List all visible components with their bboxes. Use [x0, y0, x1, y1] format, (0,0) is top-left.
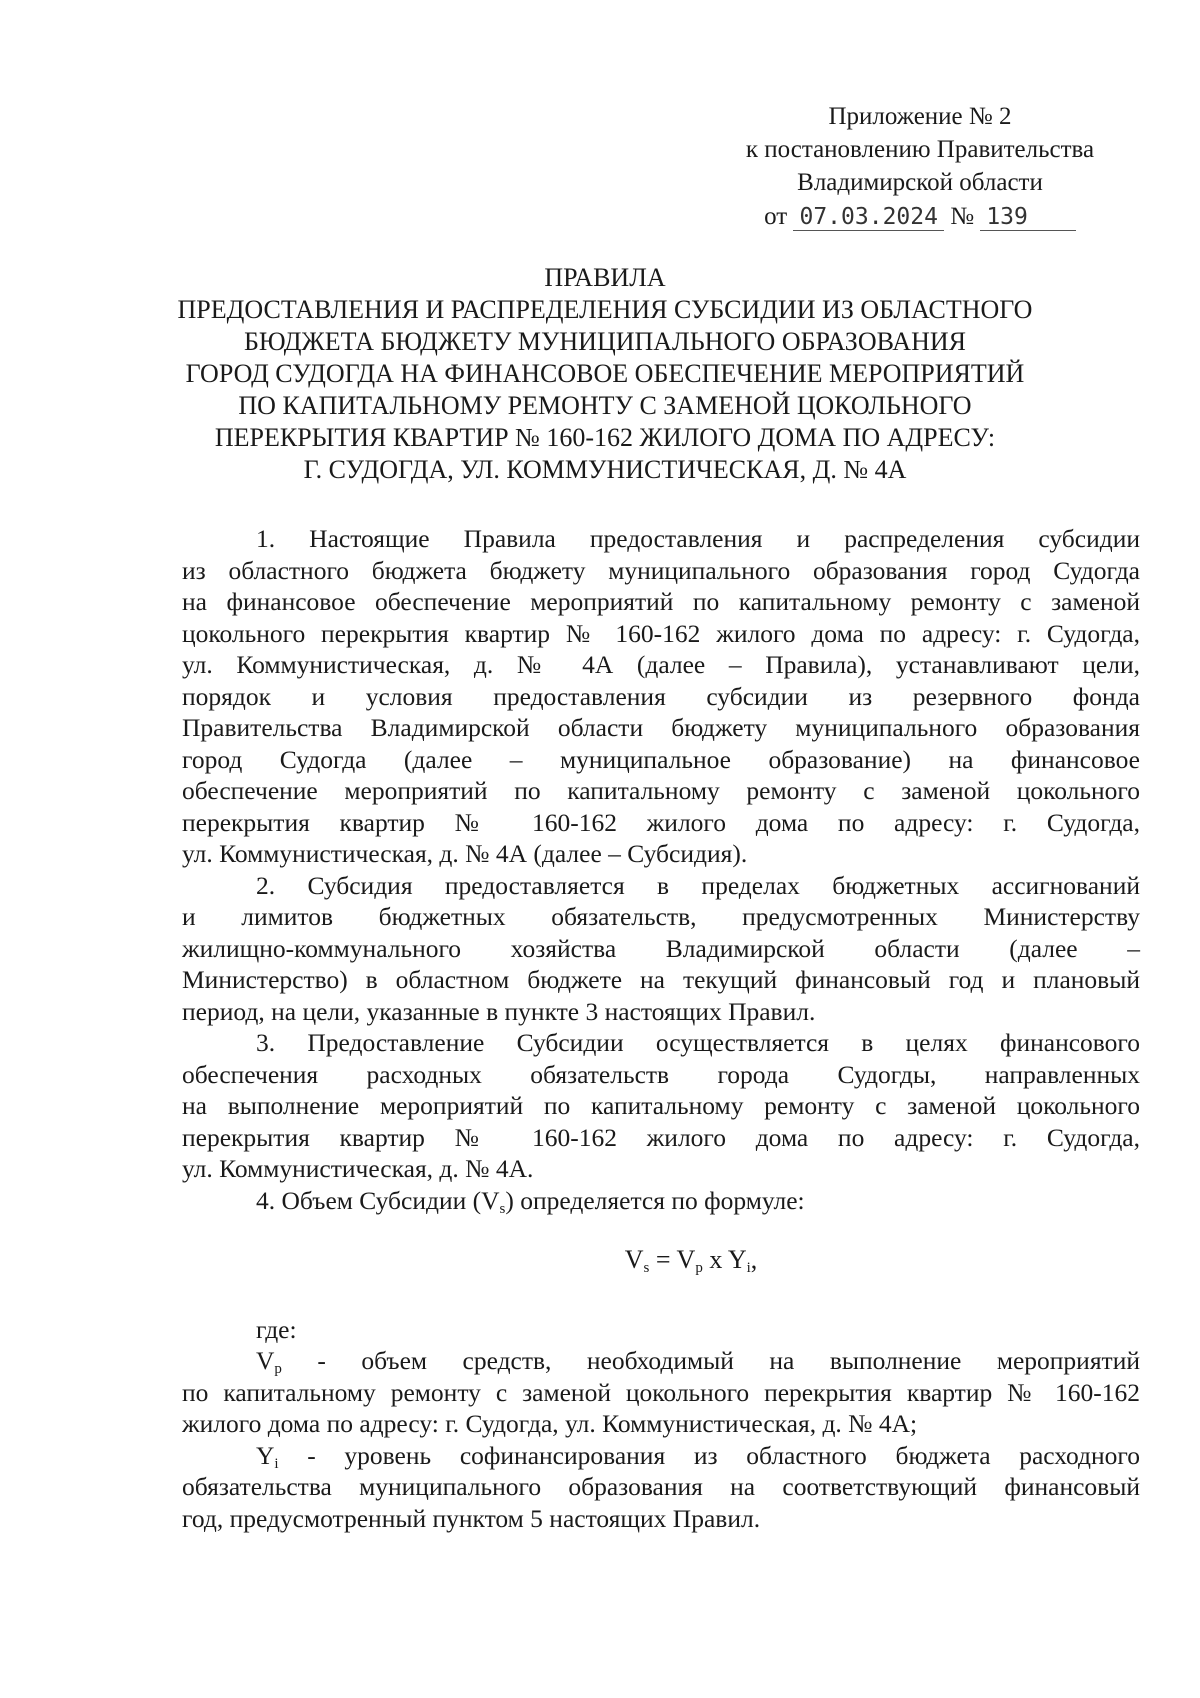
text-line — [182, 1440, 1140, 1472]
formula — [182, 1244, 1140, 1276]
annex-block — [700, 100, 1140, 234]
text-line: жилищно-коммунального хозяйства Владимирской области (далее – — [182, 933, 1140, 963]
text-line: Правительства Владимирской области бюджету муниципального образования — [182, 713, 1140, 742]
text-line: обеспечения расходных обязательств города Судогды, направленных — [182, 1059, 1140, 1089]
where-label: где: — [256, 1314, 297, 1344]
annex-date: 07.03.2024 — [793, 204, 943, 231]
vp-sym: V — [256, 1346, 275, 1375]
text-line: 3. Предоставление Субсидии осуществляется в целях финансового — [256, 1028, 1140, 1057]
text-line: цокольного перекрытия квартир № 160-162 жилого дома по адресу: г. Судогда, — [182, 618, 1140, 648]
text-line: ул. Коммунистическая, д. № 4А (далее – Субсидия). — [182, 839, 748, 868]
title-line: ГОРОД СУДОГДА НА ФИНАНСОВОЕ ОБЕСПЕЧЕНИЕ МЕРОПРИЯТИЙ — [185, 359, 1025, 388]
vp-rest: - объем средств, необходимый на выполнение мероприятий — [281, 1346, 1140, 1375]
vp-sub: p — [274, 1361, 282, 1377]
paragraph-4 — [182, 1185, 1140, 1217]
text-line — [182, 1185, 1140, 1217]
text-line: 1. Настоящие Правила предоставления и распределения субсидии — [256, 524, 1140, 553]
number-prefix: № — [950, 203, 975, 230]
text-line: год, предусмотренный пунктом 5 настоящих Правил. — [182, 1503, 761, 1533]
annex-number: 139 — [980, 204, 1076, 231]
text-line: обеспечение мероприятий по капитальному ремонту с заменой цокольного — [182, 776, 1140, 805]
text-line: по капитальному ремонту с заменой цокольного перекрытия квартир № 160-162 — [182, 1377, 1140, 1407]
formula-x: x Y — [702, 1245, 747, 1274]
annex-line-3: Владимирской области — [797, 169, 1043, 196]
text-line: на выполнение мероприятий по капитальному ремонту с заменой цокольного — [182, 1091, 1140, 1120]
text-line: порядок и условия предоставления субсидии из резервного фонда — [182, 681, 1140, 711]
text-line: ул. Коммунистическая, д. № 4А. — [182, 1154, 534, 1183]
text-line — [182, 1345, 1140, 1377]
text-line: город Судогда (далее – муниципальное образование) на финансовое — [182, 744, 1140, 774]
p4-pre: 4. Объем Субсидии (V — [256, 1185, 500, 1215]
text-line: жилого дома по адресу: г. Судогда, ул. Коммунистическая, д. № 4А; — [182, 1409, 918, 1438]
title-line: ПРЕДОСТАВЛЕНИЯ И РАСПРЕДЕЛЕНИЯ СУБСИДИИ ИЗ ОБЛАСТНОГО — [177, 295, 1033, 324]
p4-sub: s — [499, 1200, 506, 1217]
formula-eq: = V — [649, 1245, 696, 1274]
text-line: обязательства муниципального образования на соответствующий финансовый — [182, 1472, 1140, 1501]
document-body — [182, 523, 1140, 1534]
text-line: период, на цели, указанные в пункте 3 настоящих Правил. — [182, 996, 816, 1026]
text-line: ул. Коммунистическая, д. № 4А (далее – Правила), устанавливают цели, — [182, 650, 1140, 679]
definition-yi — [182, 1440, 1140, 1535]
date-prefix: от — [764, 203, 788, 230]
yi-rest: - уровень софинансирования из областного бюджета расходного — [278, 1440, 1140, 1470]
title-line: ПО КАПИТАЛЬНОМУ РЕМОНТУ С ЗАМЕНОЙ ЦОКОЛЬНОГО — [238, 391, 972, 420]
text-line: Министерство) в областном бюджете на текущий финансовый год и плановый — [182, 965, 1140, 994]
text-line: на финансовое обеспечение мероприятий по капитальному ремонту с заменой — [182, 587, 1140, 616]
formula-sub-i: i — [746, 1260, 751, 1276]
annex-line-2: к постановлению Правительства — [745, 136, 1095, 163]
formula-sub-s: s — [643, 1260, 650, 1276]
title-line: Г. СУДОГДА, УЛ. КОММУНИСТИЧЕСКАЯ, Д. № 4А — [303, 455, 907, 484]
document-title — [150, 262, 1060, 486]
annex-line-1: Приложение № 2 — [828, 103, 1012, 130]
paragraph-2 — [182, 870, 1140, 1028]
paragraph-1 — [182, 523, 1140, 870]
formula-v: V — [624, 1245, 644, 1274]
annex-date-line — [700, 200, 1140, 234]
formula-sub-p: p — [695, 1260, 703, 1276]
text-line: 2. Субсидия предоставляется в пределах бюджетных ассигнований — [256, 870, 1140, 900]
yi-sub: i — [274, 1455, 279, 1472]
text-line: перекрытия квартир № 160-162 жилого дома по адресу: г. Судогда, — [182, 807, 1140, 837]
title-line: ПЕРЕКРЫТИЯ КВАРТИР № 160-162 ЖИЛОГО ДОМА ПО АДРЕСУ: — [214, 423, 996, 452]
formula-end: , — [750, 1245, 758, 1274]
paragraph-3 — [182, 1027, 1140, 1185]
title-line: БЮДЖЕТА БЮДЖЕТУ МУНИЦИПАЛЬНОГО ОБРАЗОВАНИЯ — [244, 327, 966, 356]
p4-post: ) определяется по формуле: — [505, 1185, 805, 1215]
definition-vp — [182, 1345, 1140, 1440]
title-heading: ПРАВИЛА — [544, 263, 666, 292]
text-line: и лимитов бюджетных обязательств, предусмотренных Министерству — [182, 902, 1140, 931]
yi-sym: Y — [256, 1440, 275, 1470]
text-line: перекрытия квартир № 160-162 жилого дома по адресу: г. Судогда, — [182, 1122, 1140, 1152]
text-line: из областного бюджета бюджету муниципального образования город Судогда — [182, 555, 1140, 585]
